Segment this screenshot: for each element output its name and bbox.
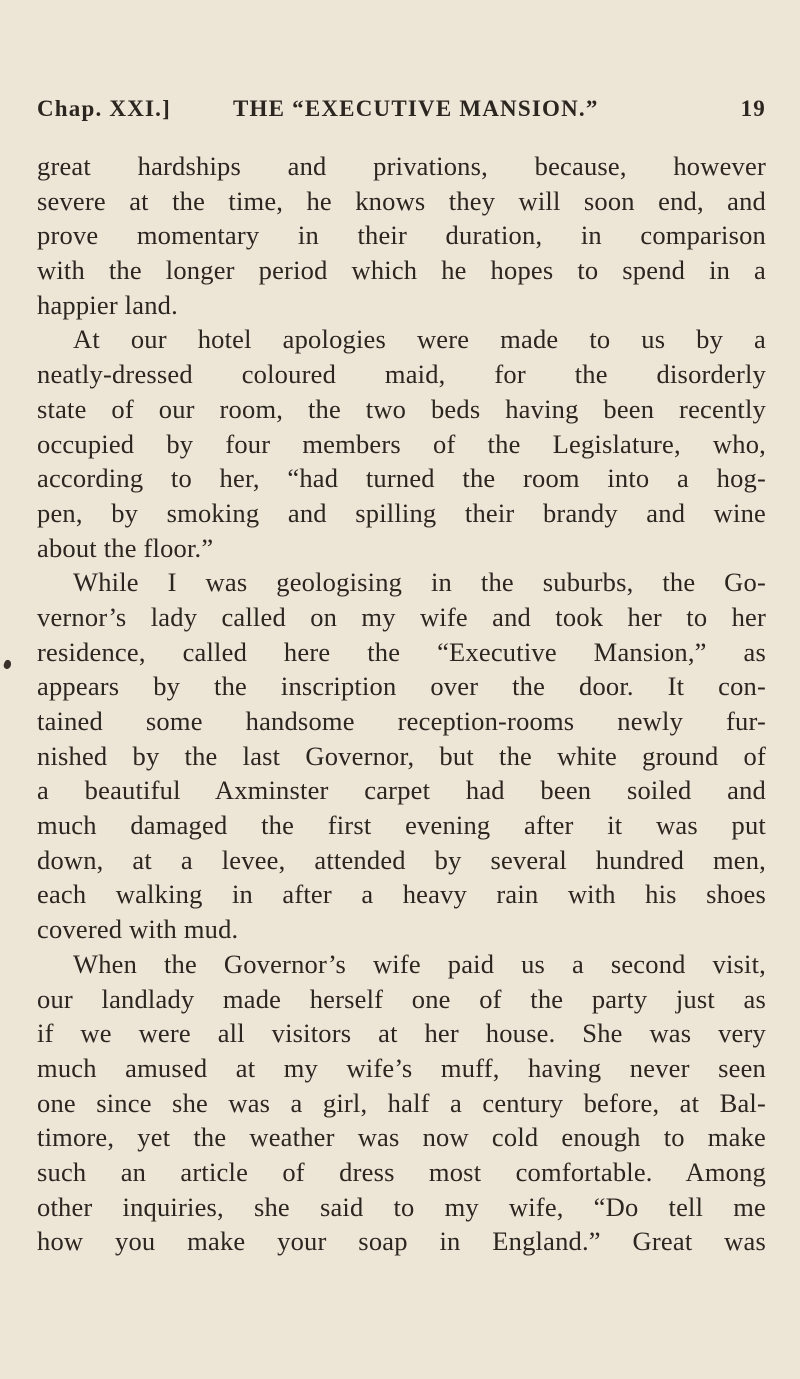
text-line: down, at a levee, attended by several hundred men,: [37, 844, 766, 875]
text-line: our landlady made herself one of the party just as: [37, 983, 766, 1014]
text-line: with the longer period which he hopes to spend in a: [37, 255, 766, 286]
text-line: about the floor.”: [37, 532, 214, 563]
ink-speck: [2, 659, 12, 670]
text-line: timore, yet the weather was now cold enough to make: [37, 1122, 766, 1153]
text-line: residence, called here the “Executive Mansion,” as: [37, 636, 766, 667]
text-line: pen, by smoking and spilling their brandy and wine: [37, 497, 766, 528]
text-line: how you make your soap in England.” Great was: [37, 1226, 766, 1257]
text-line: according to her, “had turned the room into a hog-: [37, 463, 766, 494]
text-line: covered with mud.: [37, 914, 239, 945]
body-text: [37, 149, 766, 1259]
text-line: nished by the last Governor, but the white ground of: [37, 740, 766, 771]
paragraph-first-line: When the Governor’s wife paid us a second visit,: [73, 948, 766, 979]
text-line: much damaged the first evening after it was put: [37, 810, 766, 841]
paragraph-first-line: At our hotel apologies were made to us by a: [73, 324, 766, 355]
paragraph-first-line: While I was geologising in the suburbs, the Go-: [73, 567, 766, 598]
running-title: THE “EXECUTIVE MANSION.”: [233, 96, 599, 121]
text-line: prove momentary in their duration, in comparison: [37, 220, 766, 251]
text-line: happier land.: [37, 289, 178, 320]
text-line: neatly-dressed coloured maid, for the disorderly: [37, 359, 766, 390]
chapter-label: Chap. XXI.]: [37, 96, 171, 121]
text-line: such an article of dress most comfortable. Among: [37, 1156, 766, 1187]
text-line: severe at the time, he knows they will soon end, and: [37, 185, 766, 216]
text-line: appears by the inscription over the door. It con-: [37, 671, 766, 702]
text-line: great hardships and privations, because, however: [37, 151, 766, 181]
text-line: occupied by four members of the Legislature, who,: [37, 428, 766, 459]
text-line: one since she was a girl, half a century before, at Bal-: [37, 1087, 766, 1118]
text-line: state of our room, the two beds having been recently: [37, 393, 766, 424]
text-line: vernor’s lady called on my wife and took her to her: [37, 601, 766, 632]
text-line: a beautiful Axminster carpet had been soiled and: [37, 775, 766, 806]
text-line: if we were all visitors at her house. She was very: [37, 1018, 766, 1049]
text-line: much amused at my wife’s muff, having never seen: [37, 1052, 766, 1083]
text-line: tained some handsome reception-rooms newly fur-: [37, 706, 766, 736]
page-number: 19: [740, 96, 766, 121]
text-line: each walking in after a heavy rain with his shoes: [37, 879, 766, 910]
text-line: other inquiries, she said to my wife, “Do tell me: [37, 1191, 766, 1222]
running-header: [37, 96, 766, 136]
